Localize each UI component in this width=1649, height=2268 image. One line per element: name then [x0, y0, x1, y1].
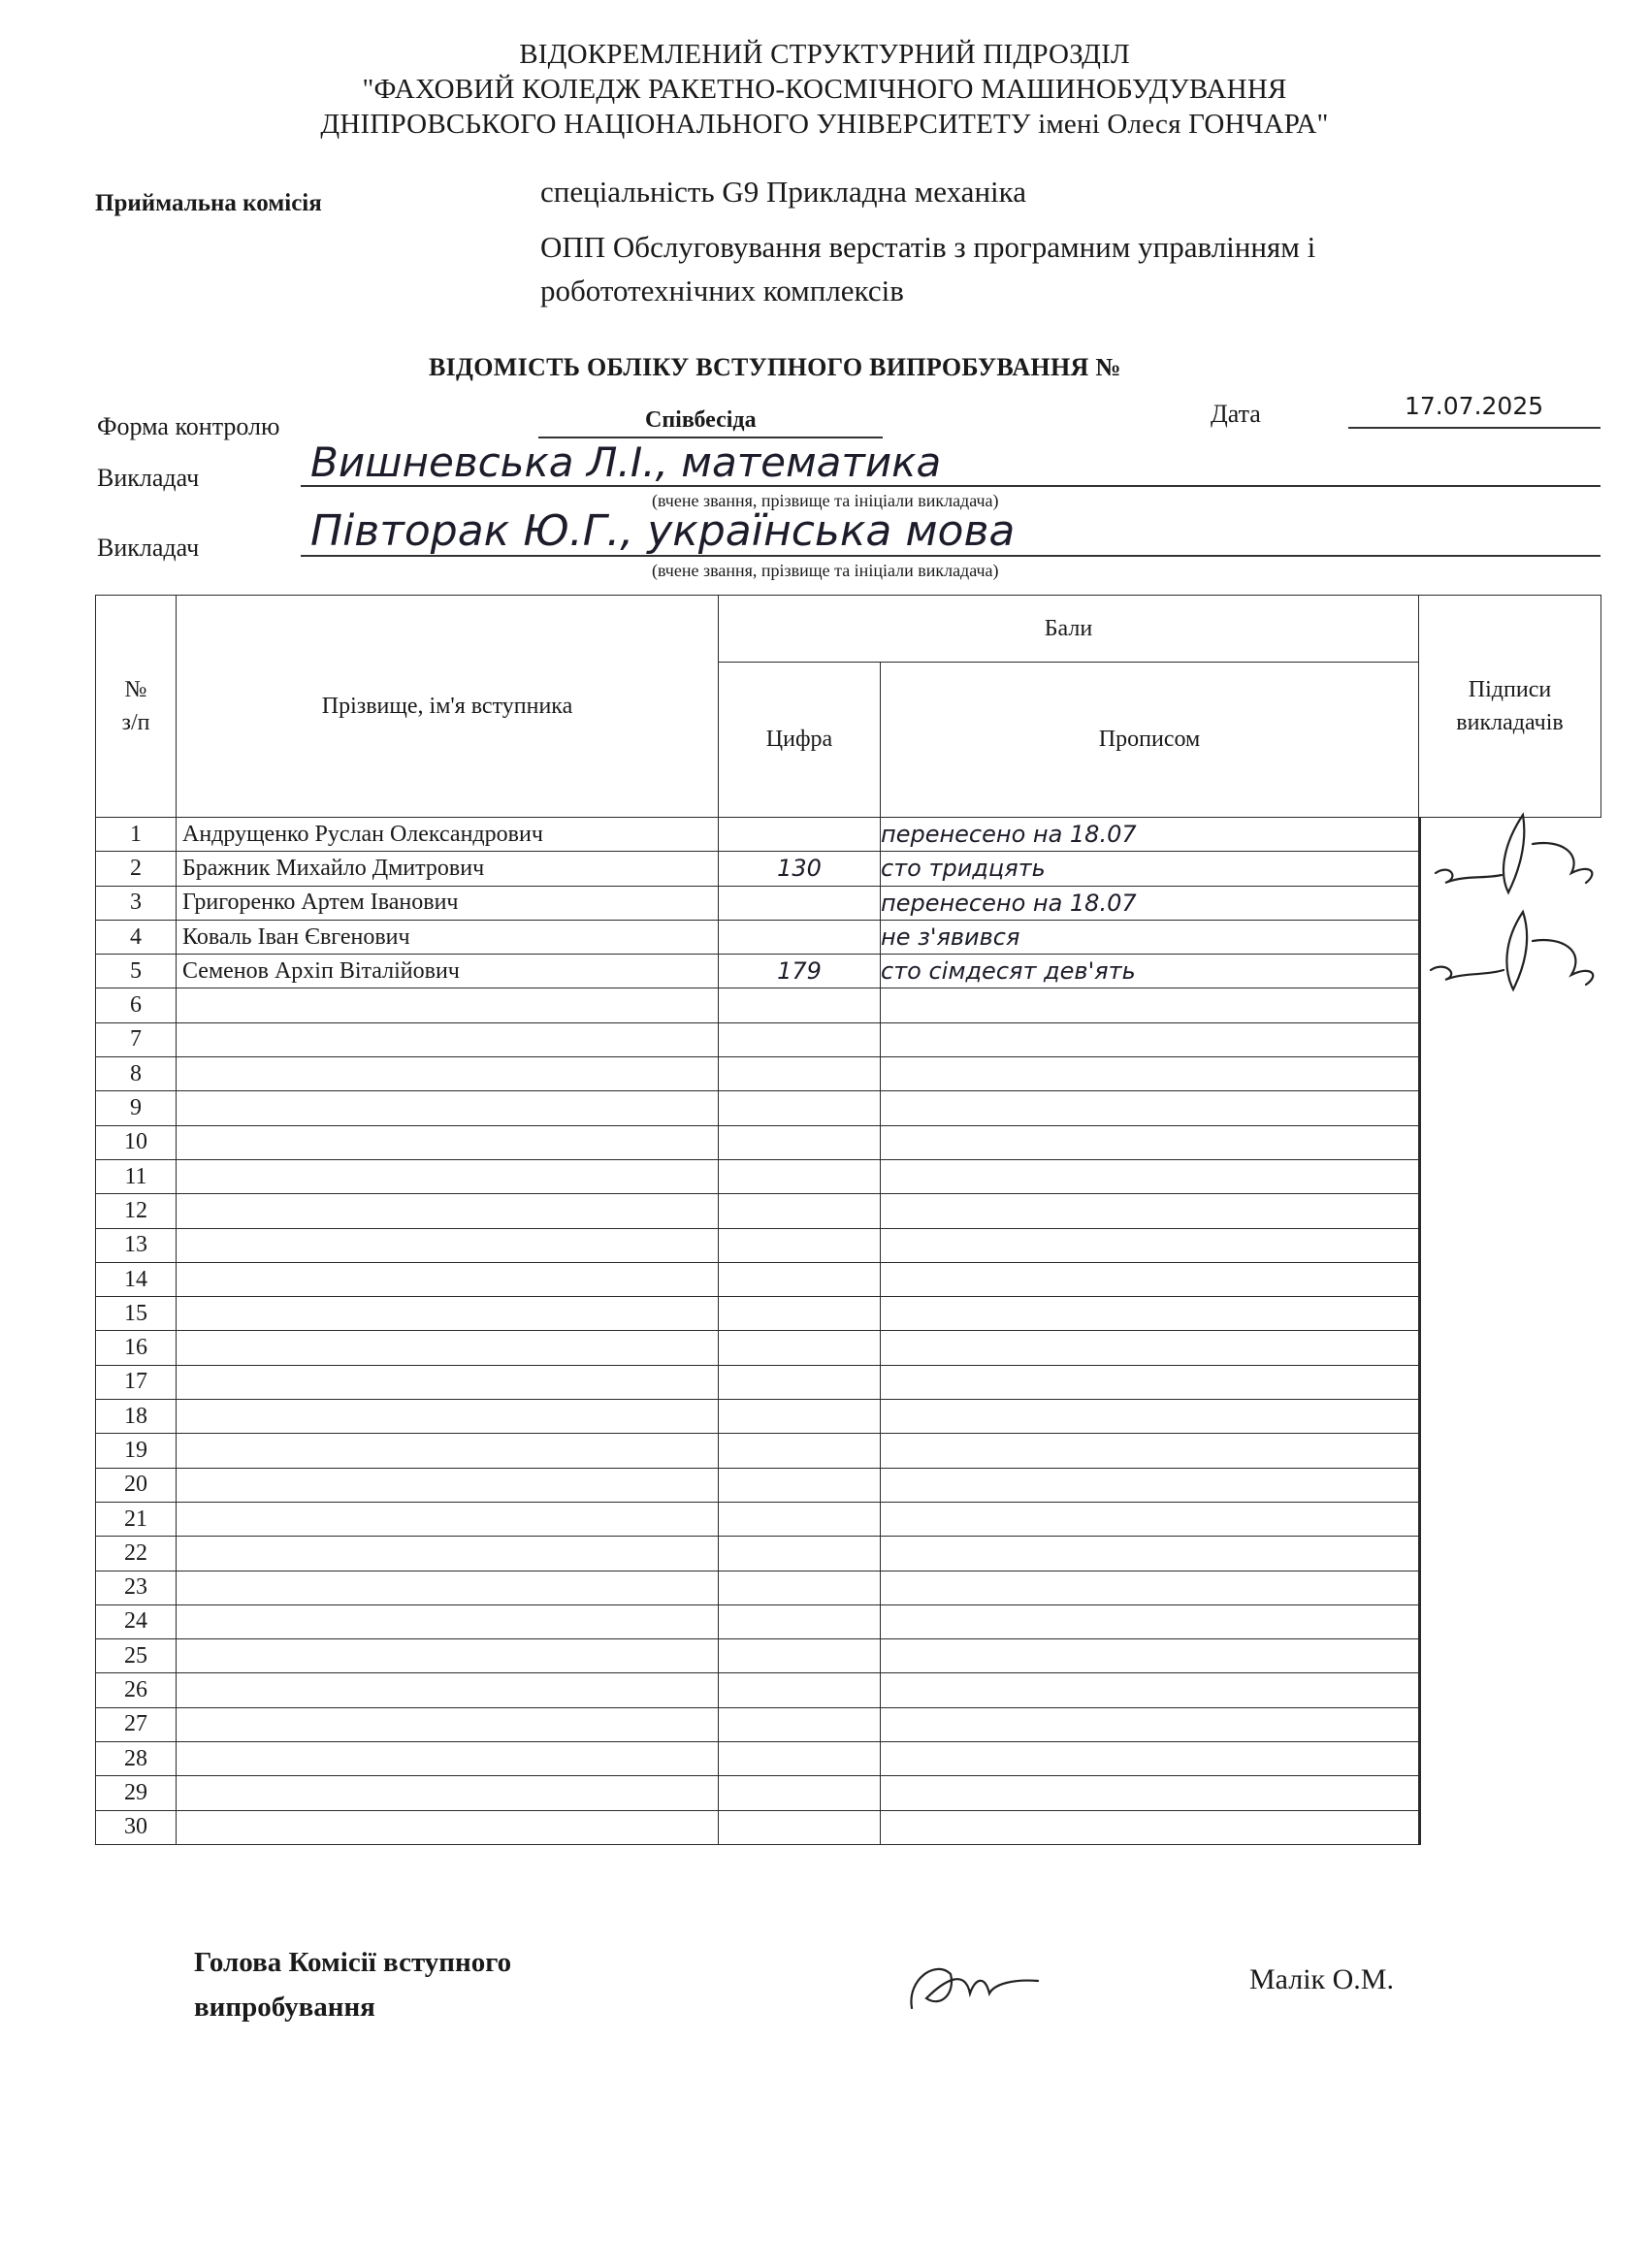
signature-cell	[1419, 1125, 1421, 1160]
score-words	[881, 1331, 1419, 1365]
applicant-name	[177, 1776, 719, 1810]
score-words	[881, 1022, 1419, 1056]
table-row	[96, 1159, 1601, 1193]
row-number: 14	[96, 1262, 177, 1296]
table-row	[96, 1673, 1601, 1707]
applicant-name	[177, 1194, 719, 1228]
score-digits: 179	[719, 955, 881, 988]
score-digits	[719, 1331, 881, 1365]
signature-cell	[1419, 1571, 1421, 1605]
score-digits	[719, 1537, 881, 1571]
row-number: 30	[96, 1810, 177, 1844]
form-label: Форма контролю	[97, 412, 280, 440]
row-number: 10	[96, 1125, 177, 1159]
signature-cell	[1419, 1400, 1421, 1435]
score-digits	[719, 1673, 881, 1707]
table-row	[96, 1125, 1601, 1159]
table-row	[96, 818, 1601, 852]
row-number: 1	[96, 818, 177, 852]
applicant-name	[177, 1262, 719, 1296]
applicant-name	[177, 1707, 719, 1741]
signature-cell	[1419, 1057, 1421, 1092]
score-digits	[719, 1434, 881, 1468]
teacher-2-handwritten: Півторак Ю.Г., українська мова	[310, 506, 1016, 556]
score-words	[881, 1571, 1419, 1604]
applicant-name	[177, 1537, 719, 1571]
table-row	[96, 1639, 1601, 1673]
score-words	[881, 1194, 1419, 1228]
signature-stroke	[1533, 940, 1593, 985]
applicant-name: Андрущенко Руслан Олександрович	[177, 818, 719, 852]
signature-cell	[1419, 1194, 1421, 1229]
score-digits	[719, 1297, 881, 1331]
row-number: 22	[96, 1537, 177, 1571]
row-number: 28	[96, 1742, 177, 1776]
program-text-line-1: ОПП Обслуговування верстатів з програмним управлінням і	[540, 230, 1316, 264]
row-number: 27	[96, 1707, 177, 1741]
table-row	[96, 1091, 1601, 1125]
signature-stroke	[911, 1969, 1038, 2008]
signature-cell	[1419, 1297, 1421, 1332]
document-title: ВІДОМІСТЬ ОБЛІКУ ВСТУПНОГО ВИПРОБУВАННЯ №	[429, 353, 1121, 381]
chair-name: Малік О.М.	[1249, 1963, 1394, 1995]
applicant-name: Семенов Архіп Віталійович	[177, 955, 719, 988]
signature-cell	[1419, 1502, 1421, 1537]
score-digits	[719, 1571, 881, 1604]
signature-cell	[1419, 1365, 1421, 1400]
score-digits	[719, 988, 881, 1022]
institution-header-line-3: ДНІПРОВСЬКОГО НАЦІОНАЛЬНОГО УНІВЕРСИТЕТУ імені Олеся ГОНЧАРА"	[320, 109, 1329, 140]
row-number: 26	[96, 1673, 177, 1707]
row-number: 23	[96, 1571, 177, 1604]
date-label: Дата	[1211, 400, 1261, 428]
signature-stroke	[1533, 843, 1592, 883]
table-row	[96, 1776, 1601, 1810]
score-words	[881, 1776, 1419, 1810]
score-words: сто сімдесят дев'ять	[881, 955, 1419, 988]
table-row	[96, 1604, 1601, 1638]
signature-cell	[1419, 1262, 1421, 1297]
date-value: 17.07.2025	[1405, 392, 1544, 420]
row-number: 5	[96, 955, 177, 988]
score-digits	[719, 1091, 881, 1125]
applicants-table-body	[96, 818, 1601, 1845]
row-number: 4	[96, 920, 177, 954]
row-number: 19	[96, 1434, 177, 1468]
table-row	[96, 852, 1601, 886]
table-row	[96, 886, 1601, 920]
teacher-2-underline	[301, 555, 1600, 557]
row-number: 3	[96, 886, 177, 920]
score-digits	[719, 1502, 881, 1536]
row-number: 29	[96, 1776, 177, 1810]
score-digits	[719, 1639, 881, 1673]
teacher-1-label: Викладач	[97, 464, 200, 492]
table-row	[96, 1194, 1601, 1228]
table-row	[96, 1571, 1601, 1604]
applicant-name	[177, 1673, 719, 1707]
signature-cell	[1419, 1159, 1421, 1194]
score-digits	[719, 1228, 881, 1262]
signature-stroke	[1431, 967, 1504, 980]
score-digits	[719, 1022, 881, 1056]
col-num-header: № з/п	[96, 596, 177, 818]
score-words	[881, 988, 1419, 1022]
teacher-1-hint: (вчене звання, прізвище та ініціали викладача)	[652, 491, 999, 510]
score-words	[881, 1125, 1419, 1159]
institution-header-line-2: "ФАХОВИЙ КОЛЕДЖ РАКЕТНО-КОСМІЧНОГО МАШИНОБУДУВАННЯ	[362, 74, 1287, 105]
applicant-name	[177, 1365, 719, 1399]
applicant-name	[177, 1604, 719, 1638]
score-words	[881, 1400, 1419, 1434]
signature-cell	[1419, 1537, 1421, 1571]
row-number: 20	[96, 1468, 177, 1502]
table-row	[96, 1297, 1601, 1331]
score-words	[881, 1057, 1419, 1091]
row-number: 17	[96, 1365, 177, 1399]
signature-cell	[1419, 1468, 1421, 1503]
table-row	[96, 1400, 1601, 1434]
applicant-name	[177, 1331, 719, 1365]
table-row	[96, 1228, 1601, 1262]
table-row	[96, 988, 1601, 1022]
row-number: 18	[96, 1400, 177, 1434]
score-words: сто тридцять	[881, 852, 1419, 886]
table-row	[96, 1057, 1601, 1091]
score-words	[881, 1810, 1419, 1844]
applicant-name	[177, 1502, 719, 1536]
table-row	[96, 1537, 1601, 1571]
chair-title-line-1: Голова Комісії вступного	[194, 1947, 512, 1978]
score-words	[881, 1091, 1419, 1125]
table-row	[96, 1365, 1601, 1399]
applicant-name	[177, 1400, 719, 1434]
applicant-name	[177, 1810, 719, 1844]
applicant-name	[177, 1159, 719, 1193]
row-number: 16	[96, 1331, 177, 1365]
score-digits	[719, 1125, 881, 1159]
score-words	[881, 1707, 1419, 1741]
score-words	[881, 1639, 1419, 1673]
teacher-2-label: Викладач	[97, 534, 200, 562]
table-row	[96, 1810, 1601, 1844]
row-number: 9	[96, 1091, 177, 1125]
row-number: 12	[96, 1194, 177, 1228]
col-scores-header: Бали	[719, 596, 1419, 663]
applicant-name	[177, 1228, 719, 1262]
applicant-name	[177, 1057, 719, 1091]
signature-cell	[1419, 1673, 1421, 1708]
col-name-header: Прізвище, ім'я вступника	[177, 596, 719, 818]
score-words	[881, 1537, 1419, 1571]
applicant-name	[177, 1022, 719, 1056]
score-digits	[719, 1400, 881, 1434]
score-words	[881, 1502, 1419, 1536]
applicant-name: Григоренко Артем Іванович	[177, 886, 719, 920]
specialty-text: спеціальність G9 Прикладна механіка	[540, 175, 1026, 209]
signature-cell	[1419, 1742, 1421, 1777]
teacher-signatures-icon	[1426, 805, 1605, 1028]
signature-cell	[1419, 1331, 1421, 1366]
institution-header-line-1: ВІДОКРЕМЛЕНИЙ СТРУКТУРНИЙ ПІДРОЗДІЛ	[519, 39, 1130, 70]
teacher-1-underline	[301, 485, 1600, 487]
program-text-line-2: робототехнічних комплексів	[540, 274, 904, 308]
signature-cell	[1419, 1228, 1421, 1263]
row-number: 8	[96, 1057, 177, 1091]
score-digits	[719, 1365, 881, 1399]
row-number: 25	[96, 1639, 177, 1673]
signature-cell	[1419, 1639, 1421, 1674]
applicant-name	[177, 1434, 719, 1468]
score-words: перенесено на 18.07	[881, 818, 1419, 852]
table-row	[96, 1022, 1601, 1056]
chair-title	[194, 1940, 511, 2029]
signature-cell	[1419, 1434, 1421, 1469]
score-words: не з'явився	[881, 920, 1419, 954]
score-digits	[719, 1262, 881, 1296]
teacher-1-handwritten: Вишневська Л.І., математика	[310, 438, 942, 486]
teacher-2-hint: (вчене звання, прізвище та ініціали викладача)	[652, 561, 999, 580]
table-row	[96, 1468, 1601, 1502]
row-number: 6	[96, 988, 177, 1022]
applicant-name	[177, 1091, 719, 1125]
col-digit-header: Цифра	[719, 663, 881, 818]
row-number: 24	[96, 1604, 177, 1638]
score-digits	[719, 1057, 881, 1091]
score-digits: 130	[719, 852, 881, 886]
table-row	[96, 1331, 1601, 1365]
signature-cell	[1419, 1810, 1421, 1845]
score-words	[881, 1434, 1419, 1468]
form-value: Співбесіда	[645, 407, 757, 433]
applicant-name	[177, 1297, 719, 1331]
score-digits	[719, 1159, 881, 1193]
col-words-header: Прописом	[881, 663, 1419, 818]
score-digits	[719, 1776, 881, 1810]
score-digits	[719, 818, 881, 852]
score-words	[881, 1297, 1419, 1331]
signature-cell	[1419, 1091, 1421, 1126]
row-number: 13	[96, 1228, 177, 1262]
signature-cell	[1419, 1776, 1421, 1811]
signature-stroke	[1504, 815, 1524, 892]
row-number: 21	[96, 1502, 177, 1536]
table-row	[96, 1502, 1601, 1536]
score-words	[881, 1673, 1419, 1707]
row-number: 7	[96, 1022, 177, 1056]
applicant-name	[177, 1742, 719, 1776]
table-row	[96, 1707, 1601, 1741]
score-digits	[719, 920, 881, 954]
score-digits	[719, 1707, 881, 1741]
score-words: перенесено на 18.07	[881, 886, 1419, 920]
signature-cell	[1419, 955, 1421, 989]
score-words	[881, 1468, 1419, 1502]
signature-cell	[1419, 1707, 1421, 1742]
score-digits	[719, 886, 881, 920]
signature-cell	[1419, 886, 1421, 921]
score-words	[881, 1604, 1419, 1638]
score-words	[881, 1159, 1419, 1193]
applicant-name	[177, 1639, 719, 1673]
signature-cell	[1419, 852, 1421, 887]
signature-stroke	[1506, 912, 1527, 989]
table-row	[96, 1434, 1601, 1468]
signature-cell	[1419, 920, 1421, 955]
score-digits	[719, 1604, 881, 1638]
score-words	[881, 1742, 1419, 1776]
signature-cell	[1419, 1604, 1421, 1639]
score-words	[881, 1365, 1419, 1399]
date-underline	[1348, 427, 1600, 429]
row-number: 11	[96, 1159, 177, 1193]
table-row	[96, 955, 1601, 988]
score-digits	[719, 1810, 881, 1844]
score-digits	[719, 1194, 881, 1228]
applicant-name	[177, 1125, 719, 1159]
signature-cell	[1419, 1022, 1421, 1057]
score-words	[881, 1262, 1419, 1296]
col-signatures-header: Підписи викладачів	[1419, 596, 1601, 818]
applicant-name: Коваль Іван Євгенович	[177, 920, 719, 954]
chair-title-line-2: випробування	[194, 1992, 375, 2023]
table-row	[96, 1262, 1601, 1296]
score-words	[881, 1228, 1419, 1262]
applicant-name	[177, 1468, 719, 1502]
table-row	[96, 920, 1601, 954]
signature-cell	[1419, 818, 1421, 853]
row-number: 15	[96, 1297, 177, 1331]
row-number: 2	[96, 852, 177, 886]
table-row	[96, 1742, 1601, 1776]
signature-cell	[1419, 988, 1421, 1023]
admission-committee-label: Приймальна комісія	[95, 190, 322, 216]
score-digits	[719, 1468, 881, 1502]
applicant-name	[177, 1571, 719, 1604]
applicant-name: Бражник Михайло Дмитрович	[177, 852, 719, 886]
score-digits	[719, 1742, 881, 1776]
applicants-table	[95, 595, 1601, 1845]
applicant-name	[177, 988, 719, 1022]
chair-signature-icon	[897, 1940, 1043, 2018]
signature-stroke	[1436, 870, 1502, 883]
